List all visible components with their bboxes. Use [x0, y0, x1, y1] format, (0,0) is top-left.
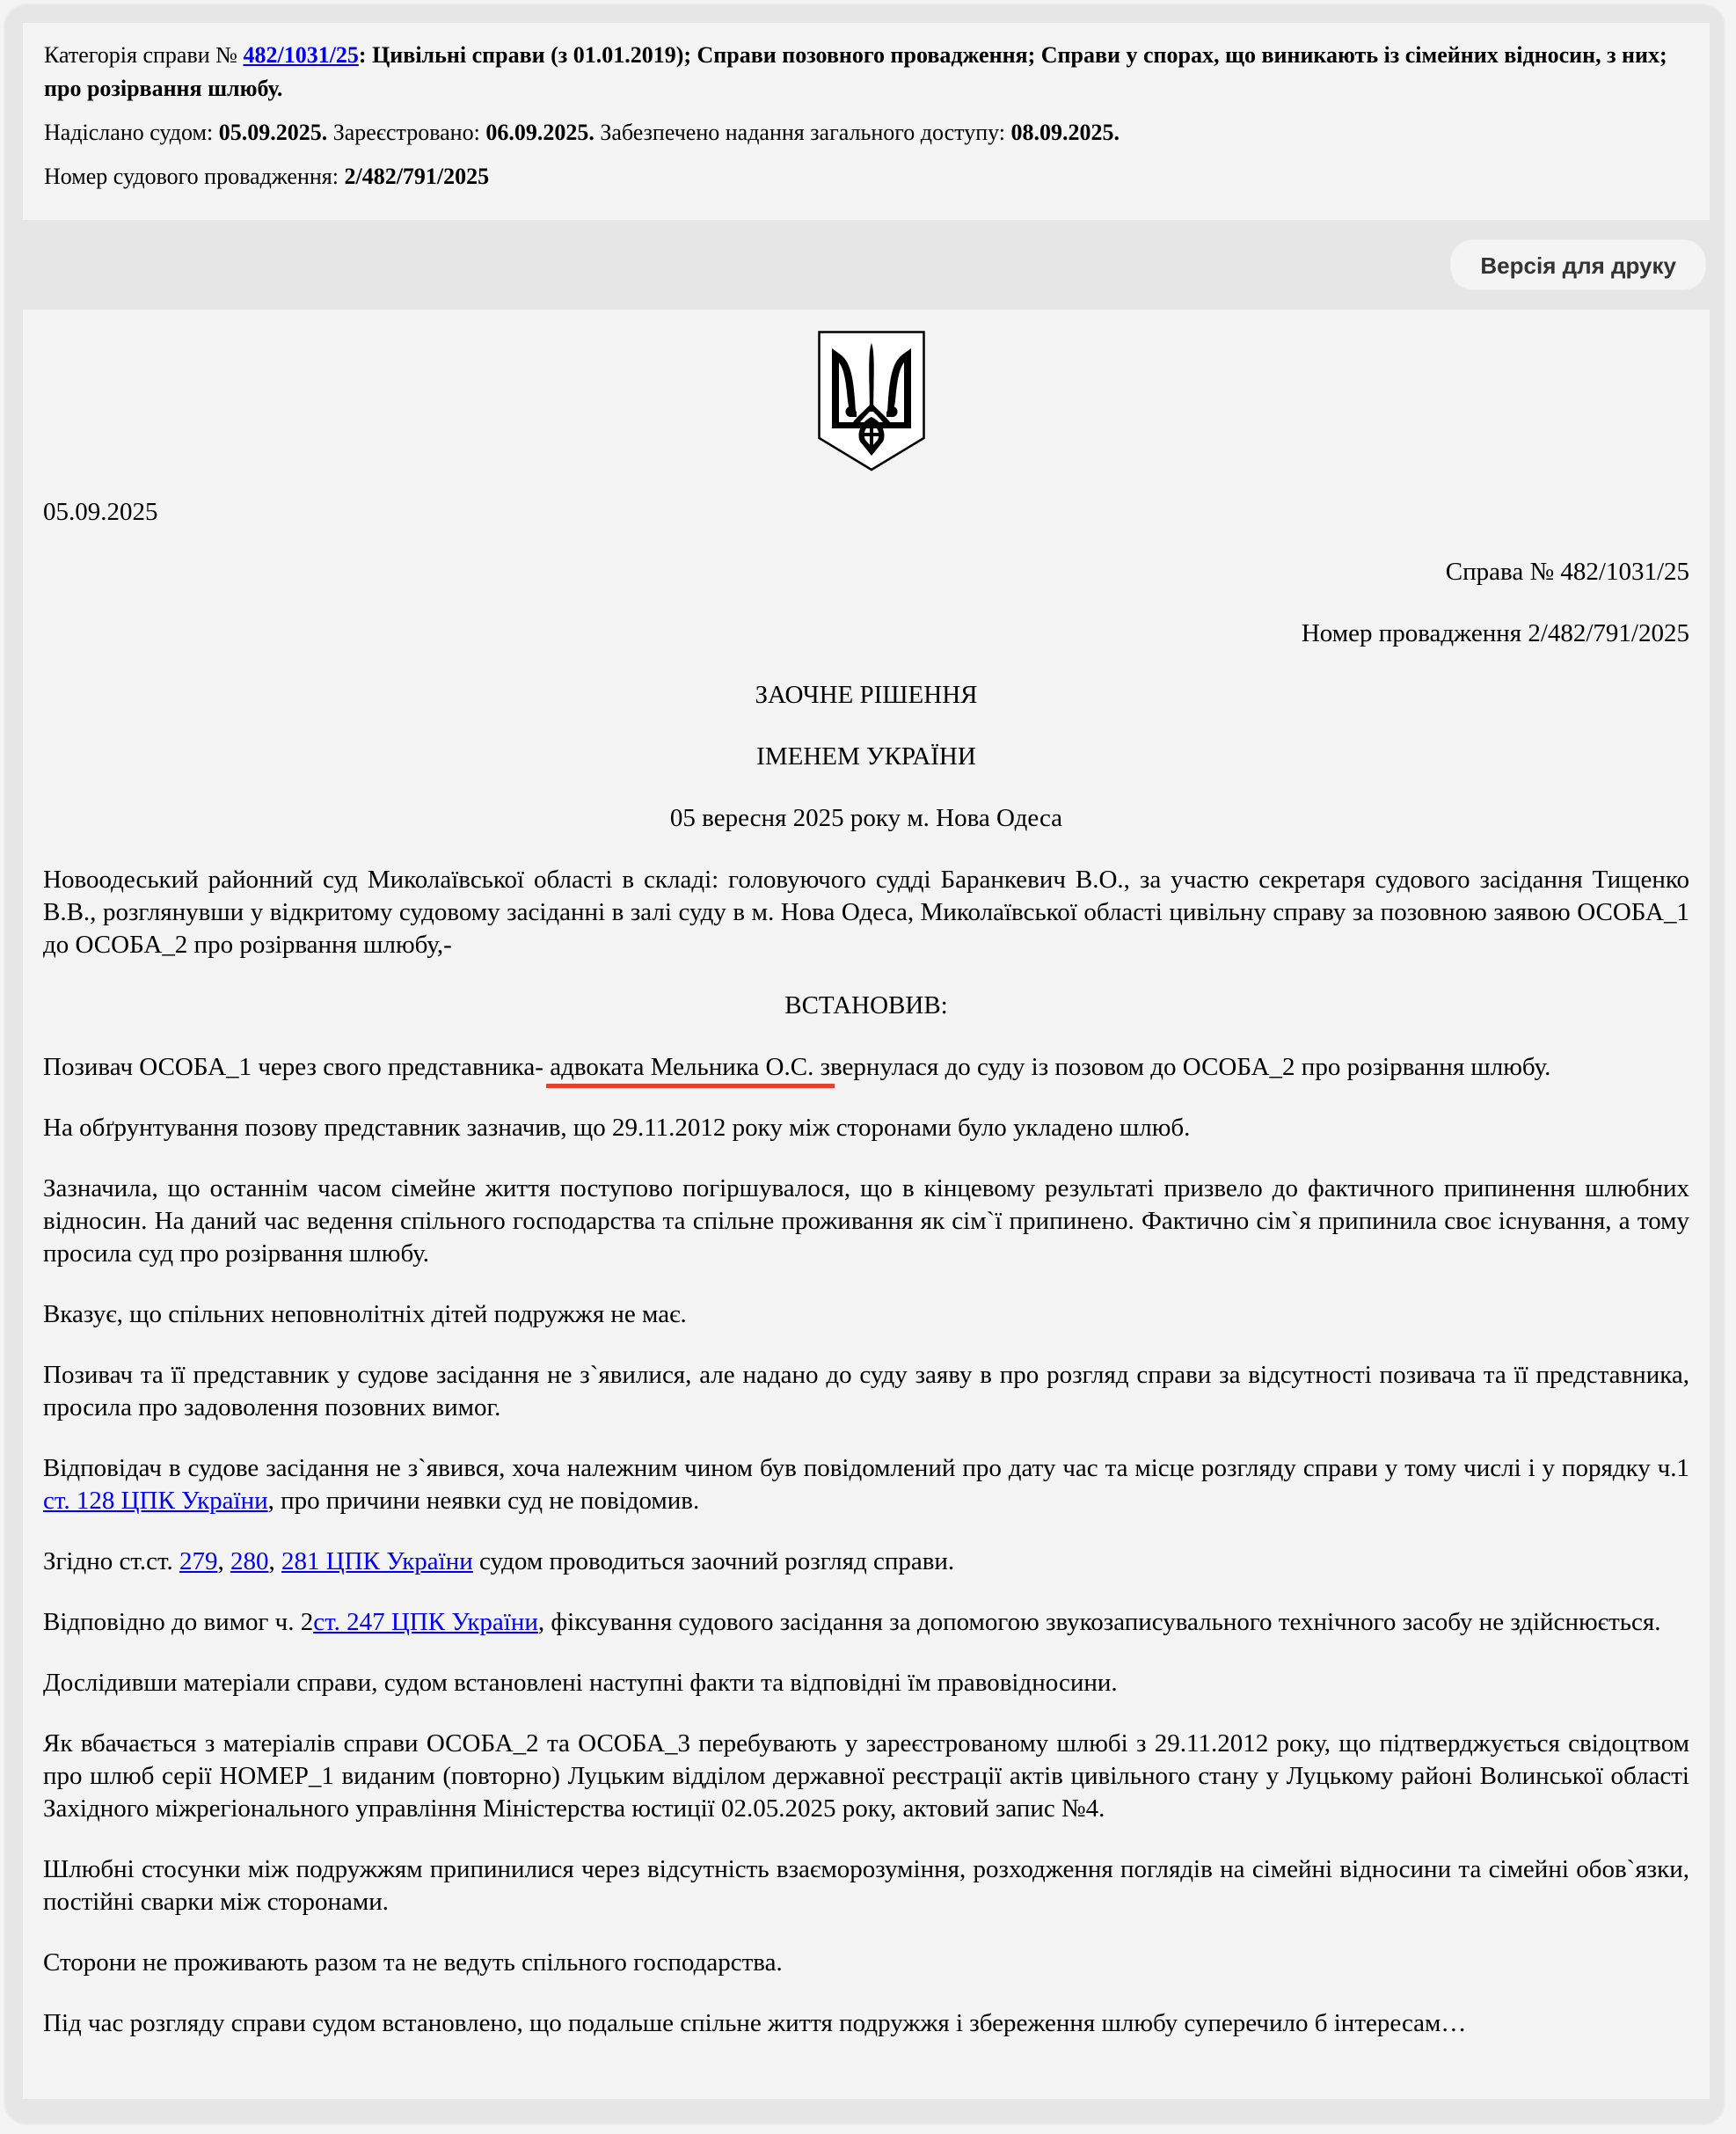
separator: ,	[268, 1547, 281, 1575]
sent-date: 05.09.2025.	[218, 120, 328, 145]
paragraph-facts-intro: Дослідивши матеріали справи, судом встановлені наступні факти та відповідні їм правовідносини.	[43, 1669, 1118, 1697]
document-title: ЗАОЧНЕ РІШЕННЯ	[755, 681, 978, 709]
paragraph-claim	[43, 1051, 1689, 1084]
access-date: 08.09.2025.	[1010, 120, 1120, 145]
date-and-place: 05 вересня 2025 року м. Нова Одеса	[669, 804, 1063, 832]
proceeding-label: Номер судового провадження:	[44, 164, 345, 189]
paragraph-defendant-absence	[43, 1452, 1689, 1517]
paragraph-separate-living: Сторони не проживають разом та не ведуть спільного господарства.	[43, 1948, 783, 1977]
sent-label: Надіслано судом:	[44, 120, 219, 145]
highlighted-lawyer-name: адвоката Мельника О.С.	[550, 1053, 814, 1081]
category-text: : Цивільні справи (з 01.01.2019); Справи позовного провадження; Справи у спорах, що виникають із сімейних відносин, з них; про розірвання шлюбу.	[44, 42, 1667, 101]
law-link-art-280[interactable]: 280	[230, 1547, 269, 1575]
case-dates-line	[44, 116, 1687, 150]
text-segment: Відповідно до вимог ч. 2	[43, 1608, 314, 1636]
registered-date: 06.09.2025.	[485, 120, 594, 145]
paragraph-relationship-end: Шлюбні стосунки між подружжям припинилися через відсутність взаєморозуміння, розходження поглядів на сімейні відносини та сімейні обов`язки, постійні сварки між сторонами.	[43, 1855, 1689, 1916]
text-segment: , про причини неявки суд не повідомив.	[267, 1487, 700, 1515]
text-segment: , фіксування судового засідання за допомогою звукозаписувального технічного засобу не здійснюється.	[537, 1608, 1661, 1636]
paragraph-plaintiff-absence: Позивач та її представник у судове засідання не з`явилися, але надано до суду заяву в про розгляд справи за відсутності позивача та її представника, просила про задоволення позовних вимог.	[43, 1361, 1689, 1421]
decision-date: 05.09.2025	[43, 498, 158, 526]
text-segment: звернулася до суду із позовом до ОСОБА_2 про розірвання шлюбу.	[813, 1053, 1551, 1081]
document-toolbar	[23, 220, 1710, 310]
document-body	[43, 496, 1689, 2068]
document-subtitle: ІМЕНЕМ УКРАЇНИ	[756, 742, 976, 771]
paragraph-marriage-certificate: Як вбачається з матеріалів справи ОСОБА_2 та ОСОБА_3 перебувають у зареєстрованому шлюбі з 29.11.2012 року, що підтверджується свідоцтвом про шлюб серії НОМЕР_1 виданим (повторно) Луцьким відділом державної реєстрації актів цивільного стану у Луцькому районі Волинської області Західного міжрегіонального управління Міністерства юстиції 02.05.2025 року, актовий запис №4.	[43, 1729, 1689, 1823]
proceeding-number-line	[44, 160, 1687, 194]
print-version-button[interactable]: Версія для друку	[1450, 239, 1706, 290]
paragraph-children: Вказує, що спільних неповнолітніх дітей подружжя не має.	[43, 1300, 687, 1328]
law-link-art-279[interactable]: 279	[179, 1547, 218, 1575]
category-prefix: Категорія справи №	[44, 42, 244, 68]
case-number-link[interactable]: 482/1031/25	[243, 42, 359, 68]
access-label: Забезпечено надання загального доступу:	[594, 120, 1011, 145]
text-segment: Позивач ОСОБА_1 через свого представника-	[43, 1053, 551, 1081]
intro-paragraph: Новоодеський районний суд Миколаївської області в складі: головуючого судді Баранкевич В.О., за участю секретаря судового засідання Тищенко В.В., розглянувши у відкритому судовому засіданні в залі суду в м. Нова Одеса, Миколаївської області цивільну справу за позовною заявою ОСОБА_1 до ОСОБА_2 про розірвання шлюбу,-	[43, 866, 1689, 959]
paragraph-default-hearing	[43, 1546, 1689, 1578]
case-number: Справа № 482/1031/25	[1445, 558, 1689, 586]
law-link-art-281[interactable]: 281 ЦПК України	[281, 1547, 473, 1575]
proceeding-number: 2/482/791/2025	[344, 164, 490, 189]
text-segment: Згідно ст.ст.	[43, 1547, 179, 1575]
court-decision-document	[23, 310, 1710, 2099]
paragraph-marriage-state: Зазначила, що останнім часом сімейне життя поступово погіршувалося, що в кінцевому результаті призвело до фактичного припинення шлюбних відносин. На даний час ведення спільного господарства та спільне проживання як сім`ї припинено. Фактично сім`я припинила своє існування, а тому просила суд про розірвання шлюбу.	[43, 1174, 1689, 1268]
case-metadata-card	[23, 23, 1710, 220]
case-category-line	[44, 39, 1687, 106]
paragraph-cut-off: Під час розгляду справи судом встановлено, що подальше спільне життя подружжя і збереження шлюбу суперечило б інтересам…	[43, 2009, 1467, 2037]
text-segment: судом проводиться заочний розгляд справи.	[472, 1547, 955, 1575]
registered-label: Зареєстровано:	[327, 120, 486, 145]
coat-of-arms-icon	[818, 331, 925, 471]
separator: ,	[217, 1547, 230, 1575]
paragraph-recording	[43, 1606, 1689, 1639]
proceeding-number: Номер провадження 2/482/791/2025	[1301, 619, 1689, 647]
page-frame	[4, 4, 1725, 2125]
law-link-art-247[interactable]: ст. 247 ЦПК України	[313, 1608, 538, 1636]
established-heading: ВСТАНОВИВ:	[784, 991, 948, 1019]
paragraph-grounds: На обґрунтування позову представник зазначив, що 29.11.2012 року між сторонами було укладено шлюб.	[43, 1114, 1191, 1142]
text-segment: Відповідач в судове засідання не з`явився, хоча належним чином був повідомлений про дату час та місце розгляду справи у тому числі і у порядку ч.1	[43, 1454, 1689, 1482]
law-link-art-128[interactable]: ст. 128 ЦПК України	[43, 1487, 268, 1515]
